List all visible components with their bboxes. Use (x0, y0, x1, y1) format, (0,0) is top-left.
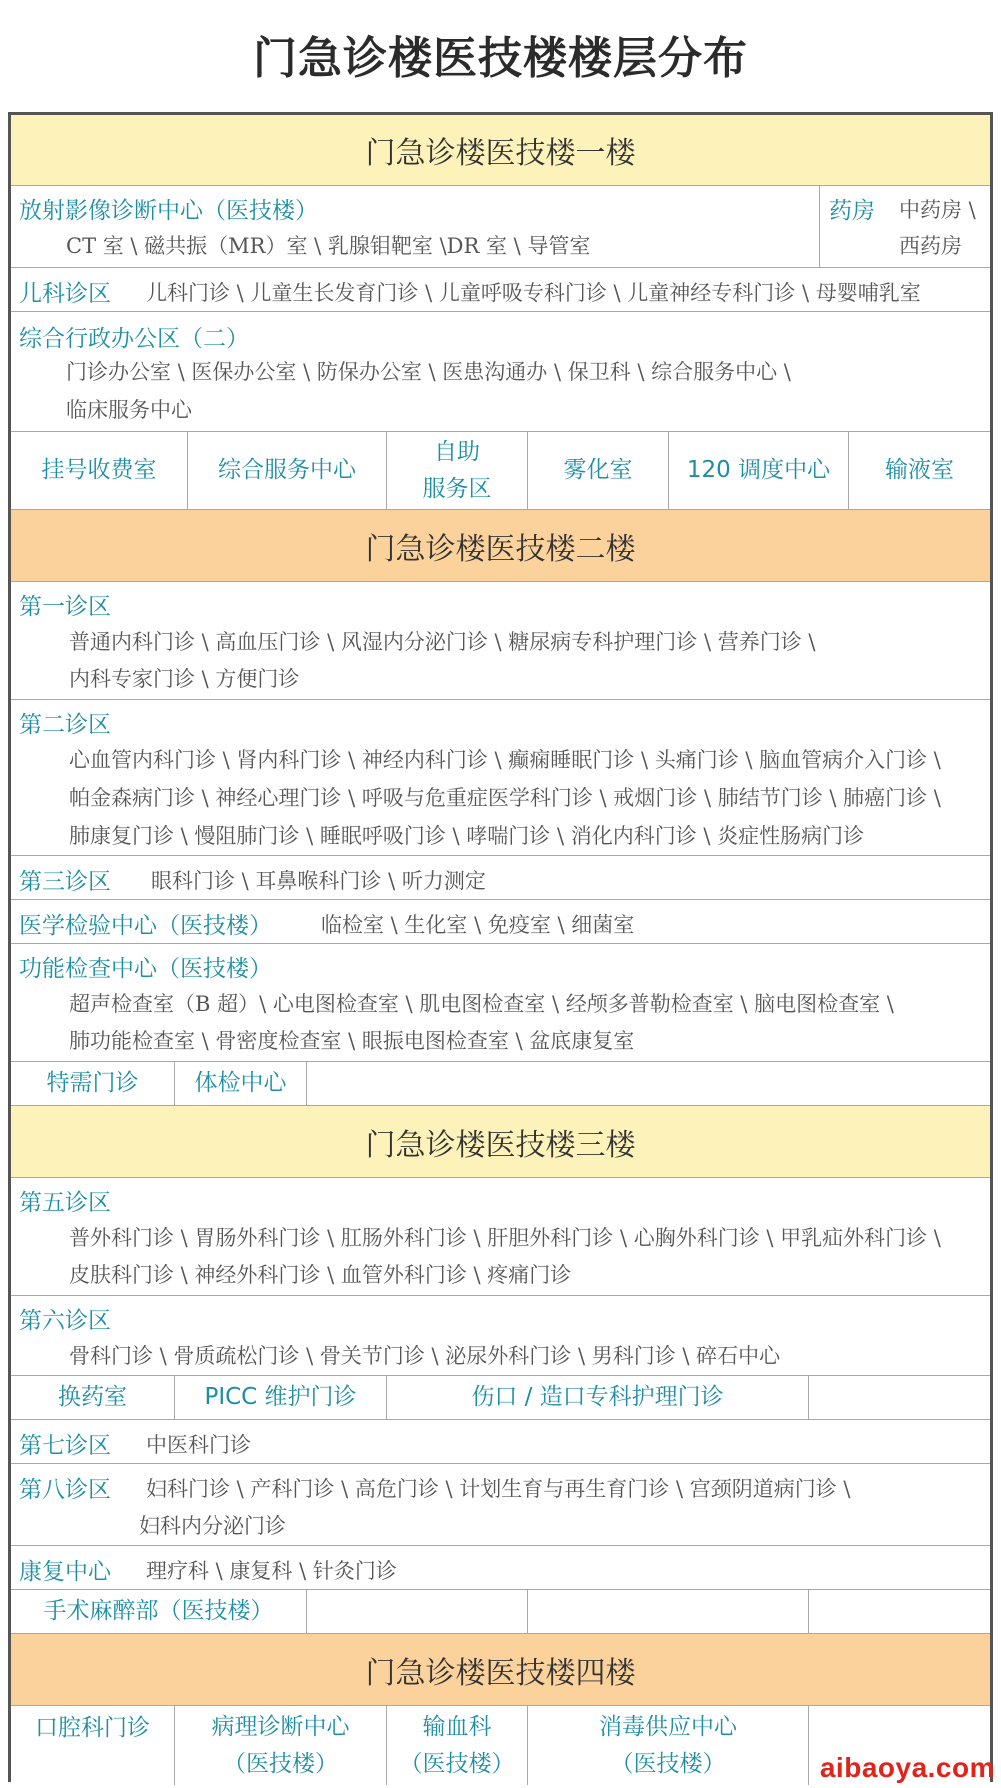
zone8-line1: 妇科门诊 \ 产科门诊 \ 高危门诊 \ 计划生育与再生育门诊 \ 宫颈阴道病门诊 \ (146, 1477, 851, 1501)
floor3-banner: 门急诊楼医技楼三楼 (11, 1105, 990, 1177)
floor2-banner: 门急诊楼医技楼二楼 (11, 509, 990, 581)
pharmacy-line2: 西药房 (899, 234, 962, 258)
blood-transfusion-line1: 输血科 (422, 1713, 492, 1740)
admin-line1: 门诊办公室 \ 医保办公室 \ 防保办公室 \ 医患沟通办 \ 保卫科 \ 综合服务中心 \ (66, 360, 791, 384)
watermark: aibaoya.com (819, 1752, 995, 1783)
page-title: 门急诊楼医技楼楼层分布 (253, 33, 748, 84)
admin-title: 综合行政办公区（二） (19, 326, 249, 352)
floor-table (8, 112, 993, 1782)
pharmacy-title: 药房 (829, 198, 875, 224)
nebulizer-cell: 雾化室 (527, 432, 668, 509)
floor2-zone1-row (11, 581, 990, 699)
zone8-title: 第八诊区 (19, 1477, 111, 1503)
picc-cell: PICC 维护门诊 (174, 1376, 386, 1419)
zone1-title: 第一诊区 (19, 594, 111, 620)
floor4-cells-divider (808, 1706, 809, 1785)
wound-care-cell: 伤口 / 造口专科护理门诊 (386, 1376, 808, 1419)
zone2-line3: 肺康复门诊 \ 慢阻肺门诊 \ 睡眠呼吸门诊 \ 哮喘门诊 \ 消化内科门诊 \ 炎症性肠病门诊 (69, 824, 865, 848)
service-center-cell: 综合服务中心 (187, 432, 386, 509)
surgery-cell: 手术麻醉部（医技楼） (43, 1598, 274, 1624)
floor3-zone8-row (11, 1463, 990, 1545)
floor2-cells-divider (306, 1062, 307, 1105)
zone2-line1: 心血管内科门诊 \ 肾内科门诊 \ 神经内科门诊 \ 癫痫睡眠门诊 \ 头痛门诊 \ 脑血管病介入门诊 \ (69, 748, 941, 772)
zone6-items: 骨科门诊 \ 骨质疏松门诊 \ 骨关节门诊 \ 泌尿外科门诊 \ 男科门诊 \ 碎石中心 (69, 1344, 781, 1368)
self-service-cell (386, 432, 527, 509)
self-service-line1: 自助 (434, 438, 480, 465)
checkup-cell: 体检中心 (174, 1062, 306, 1105)
vip-clinic-cell: 特需门诊 (46, 1070, 139, 1096)
pathology-line2: （医技楼） (223, 1750, 338, 1777)
floor2-cells-row (11, 1061, 990, 1105)
lab-items: 临检室 \ 生化室 \ 免疫室 \ 细菌室 (321, 913, 635, 937)
zone5-line1: 普外科门诊 \ 胃肠外科门诊 \ 肛肠外科门诊 \ 肝胆外科门诊 \ 心胸外科门诊 \ 甲乳疝外科门诊 \ (69, 1226, 941, 1250)
floor3-surgery-row (11, 1589, 990, 1633)
surgery-divider-1 (306, 1590, 307, 1633)
rehab-title: 康复中心 (19, 1559, 111, 1585)
rehab-items: 理疗科 \ 康复科 \ 针灸门诊 (146, 1559, 397, 1583)
admin-line2: 临床服务中心 (66, 398, 192, 422)
zone6-title: 第六诊区 (19, 1308, 111, 1334)
floor2-zone2-row (11, 699, 990, 855)
zone7-items: 中医科门诊 (146, 1433, 251, 1457)
floor3-cells-row (11, 1375, 990, 1419)
floor1-admin-row (11, 311, 990, 431)
floor3-rehab-row (11, 1545, 990, 1589)
floor1-radiology-row (11, 185, 990, 267)
floor3-zone6-row (11, 1295, 990, 1375)
radiology-items: CT 室 \ 磁共振（MR）室 \ 乳腺钼靶室 \DR 室 \ 导管室 (66, 234, 591, 258)
pathology-line1: 病理诊断中心 (211, 1713, 350, 1740)
sterilization-line2: （医技楼） (610, 1750, 726, 1777)
floor1-banner: 门急诊楼医技楼一楼 (11, 115, 990, 185)
infusion-cell: 输液室 (848, 432, 990, 509)
floor2-lab-row (11, 899, 990, 943)
surgery-divider-3 (808, 1590, 809, 1633)
sterilization-line1: 消毒供应中心 (599, 1713, 737, 1740)
zone5-line2: 皮肤科门诊 \ 神经外科门诊 \ 血管外科门诊 \ 疼痛门诊 (69, 1263, 572, 1287)
floor3-cells-divider (808, 1376, 809, 1419)
registration-cell: 挂号收费室 (41, 457, 157, 483)
surgery-divider-2 (527, 1590, 528, 1633)
dressing-room-cell: 换药室 (58, 1384, 127, 1410)
zone2-line2: 帕金森病门诊 \ 神经心理门诊 \ 呼吸与危重症医学科门诊 \ 戒烟门诊 \ 肺结节门诊 \ 肺癌门诊 \ (69, 786, 941, 810)
radiology-title: 放射影像诊断中心（医技楼） (19, 198, 318, 224)
blood-transfusion-line2: （医技楼） (399, 1750, 515, 1777)
floor1-cells-row (11, 431, 990, 509)
lab-title: 医学检验中心（医技楼） (19, 913, 272, 939)
floor3-zone7-row (11, 1419, 990, 1463)
pharmacy-divider (819, 186, 820, 267)
pediatrics-items: 儿科门诊 \ 儿童生长发育门诊 \ 儿童呼吸专科门诊 \ 儿童神经专科门诊 \ 母婴哺乳室 (146, 281, 921, 305)
zone7-title: 第七诊区 (19, 1433, 111, 1459)
dispatch-cell: 120 调度中心 (668, 432, 848, 509)
floor2-zone3-row (11, 855, 990, 899)
zone3-title: 第三诊区 (19, 869, 111, 895)
dental-line1: 口腔科门诊 (35, 1715, 150, 1741)
floor4-banner: 门急诊楼医技楼四楼 (11, 1633, 990, 1705)
sterilization-cell (527, 1706, 808, 1785)
self-service-line2: 服务区 (422, 475, 492, 502)
zone8-line2: 妇科内分泌门诊 (139, 1514, 286, 1538)
floor1-pediatrics-row (11, 267, 990, 311)
function-line2: 肺功能检查室 \ 骨密度检查室 \ 眼振电图检查室 \ 盆底康复室 (69, 1029, 635, 1053)
zone1-line2: 内科专家门诊 \ 方便门诊 (69, 667, 300, 691)
zone1-line1: 普通内科门诊 \ 高血压门诊 \ 风湿内分泌门诊 \ 糖尿病专科护理门诊 \ 营养门诊 \ (69, 630, 816, 654)
floor3-zone5-row (11, 1177, 990, 1295)
zone5-title: 第五诊区 (19, 1190, 111, 1216)
pediatrics-title: 儿科诊区 (19, 281, 111, 307)
blood-transfusion-cell (386, 1706, 527, 1785)
floor2-function-row (11, 943, 990, 1061)
dental-cell (11, 1706, 174, 1785)
zone3-items: 眼科门诊 \ 耳鼻喉科门诊 \ 听力测定 (151, 869, 486, 893)
function-line1: 超声检查室（B 超）\ 心电图检查室 \ 肌电图检查室 \ 经颅多普勒检查室 \ 脑电图检查室 \ (69, 992, 894, 1016)
function-title: 功能检查中心（医技楼） (19, 956, 272, 982)
zone2-title: 第二诊区 (19, 712, 111, 738)
pathology-cell (174, 1706, 386, 1785)
pharmacy-line1: 中药房 \ (899, 198, 976, 222)
